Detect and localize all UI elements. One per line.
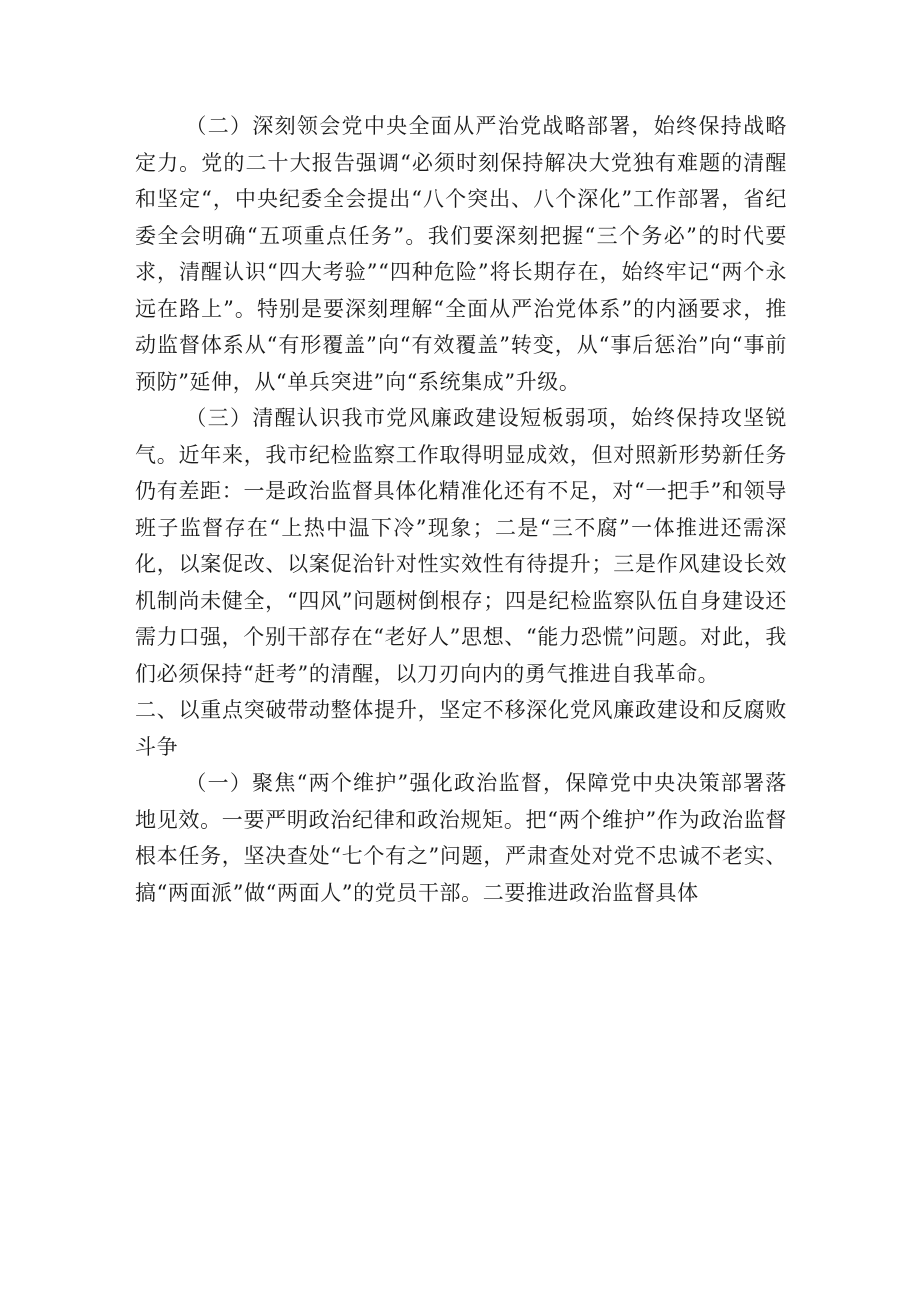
document-body [135,108,787,911]
paragraph-weaknesses: （三）清醒认识我市党风廉政建设短板弱项，始终保持攻坚锐气。近年来，我市纪检监察工作取得明显成效，但对照新形势新任务仍有差距：一是政治监督具体化精准化还有不足，对“一把手”和领导班子监督存在“上热中温下冷”现象；二是“三不腐”一体推进还需深化，以案促改、以案促治针对性实效性有待提升；三是作风建设长效机制尚未健全，“四风”问题树倒根存；四是纪检监察队伍自身建设还需力口强，个别干部存在“老好人”思想、“能力恐慌”问题。对此，我们必须保持“赶考”的清醒，以刀刃向内的勇气推进自我革命。 [135,406,787,686]
paragraph-strategic-deployment: （二）深刻领会党中央全面从严治党战略部署，始终保持战略定力。党的二十大报告强调“必须时刻保持解决大党独有难题的清醒和坚定“，中央纪委全会提出“八个突出、八个深化”工作部署，省纪委全会明确“五项重点任务”。我们要深刻把握“三个务必”的时代要求，清醒认识“四大考验”“四种危险”将长期存在，始终牢记“两个永远在路上”。特别是要深刻理解“全面从严治党体系”的内涵要求，推动监督体系从“有形覆盖”向“有效覆盖”转变，从“事后惩治”向“事前预防”延伸，从“单兵突进”向“系统集成”升级。 [135,114,787,394]
section-heading-two: 二、以重点突破带动整体提升，坚定不移深化党风廉政建设和反腐败斗争 [135,698,787,759]
paragraph-political-supervision: （一）聚焦“两个维护”强化政治监督，保障党中央决策部署落地见效。一要严明政治纪律和政治规矩。把“两个维护”作为政治监督根本任务，坚决查处“七个有之”问题，严肃查处对党不忠诚不老实、搞“两面派”做“两面人”的党员干部。二要推进政治监督具体 [135,771,787,905]
